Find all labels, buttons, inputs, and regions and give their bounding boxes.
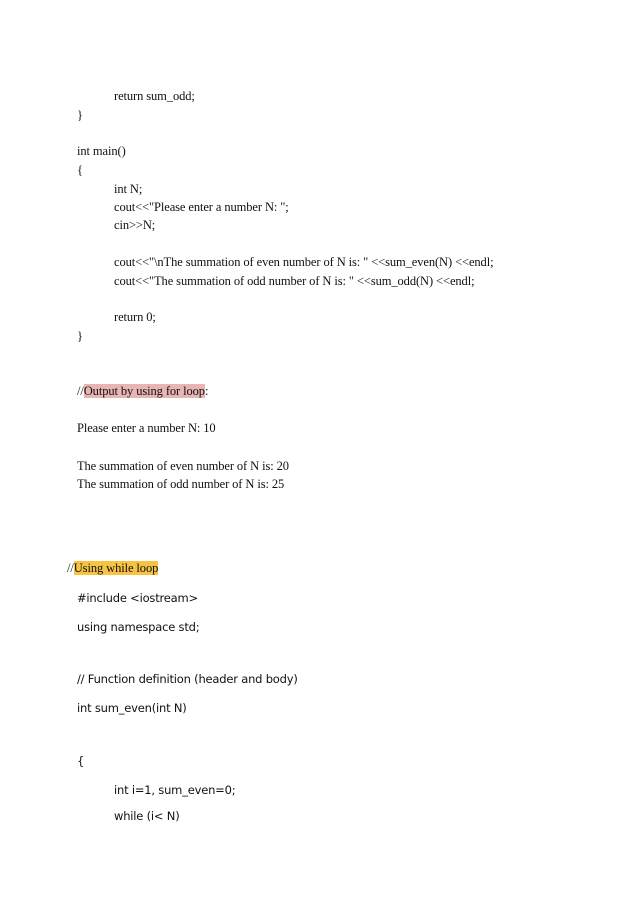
code-declare-n: int N; bbox=[114, 182, 143, 196]
code-return-sum-odd: return sum_odd; bbox=[114, 89, 195, 103]
code-cin: cin>>N; bbox=[114, 218, 156, 232]
code-while-line: while (i< N) bbox=[114, 809, 180, 823]
code-declare-vars: int i=1, sum_even=0; bbox=[114, 783, 236, 797]
code-namespace: using namespace std; bbox=[77, 620, 200, 634]
code-main-signature: int main() bbox=[77, 144, 126, 158]
code-prompt: cout<<"Please enter a number N: "; bbox=[114, 200, 289, 214]
code-brace-close: } bbox=[77, 108, 83, 122]
output-even-result: The summation of even number of N is: 20 bbox=[77, 459, 289, 473]
output-heading-highlight: Output by using for loop bbox=[83, 384, 205, 398]
code-print-even: cout<<"\nThe summation of even number of N is: " <<sum_even(N) <<endl; bbox=[114, 255, 494, 269]
code-include: #include <iostream> bbox=[77, 591, 198, 605]
while-heading-highlight: Using while loop bbox=[73, 561, 159, 575]
output-prompt-line: Please enter a number N: 10 bbox=[77, 421, 216, 435]
code-comment: // Function definition (header and body) bbox=[77, 672, 298, 686]
code-func-signature: int sum_even(int N) bbox=[77, 701, 187, 715]
code-brace-close-main: } bbox=[77, 329, 83, 343]
while-heading-prefix: // bbox=[67, 561, 74, 575]
code-print-odd: cout<<"The summation of odd number of N is: " <<sum_odd(N) <<endl; bbox=[114, 274, 475, 288]
output-odd-result: The summation of odd number of N is: 25 bbox=[77, 477, 285, 491]
output-heading-prefix: // bbox=[77, 384, 84, 398]
code-brace-open-2: { bbox=[77, 754, 85, 768]
code-return-zero: return 0; bbox=[114, 310, 156, 324]
output-heading-suffix: : bbox=[204, 384, 209, 398]
code-brace-open: { bbox=[77, 163, 83, 177]
output-heading bbox=[77, 384, 208, 399]
while-heading bbox=[67, 561, 158, 576]
